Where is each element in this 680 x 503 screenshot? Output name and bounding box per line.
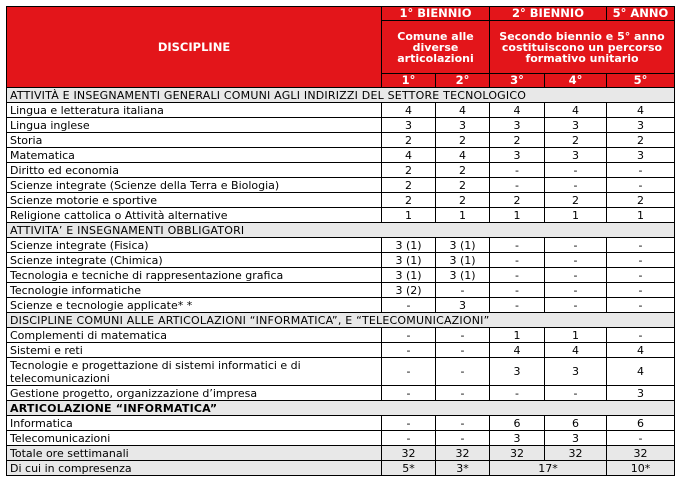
section-title: ATTIVITÀ E INSEGNAMENTI GENERALI COMUNI AGLI INDIRIZZI DEL SETTORE TECNOLOGICO	[7, 88, 675, 103]
hours-cell: 3 (1)	[436, 253, 490, 268]
discipline-name: Diritto ed economia	[7, 163, 382, 178]
table-row	[7, 386, 675, 401]
weekly-total-label: Totale ore settimanali	[7, 446, 382, 461]
weekly-total-cell: 32	[545, 446, 607, 461]
weekly-total-cell: 32	[382, 446, 436, 461]
hours-cell: -	[545, 268, 607, 283]
hours-cell: 3 (2)	[382, 283, 436, 298]
hours-cell: -	[607, 283, 675, 298]
hours-cell: 2	[545, 133, 607, 148]
hours-cell: 2	[382, 133, 436, 148]
section-row	[7, 223, 675, 238]
hours-cell: 2	[436, 133, 490, 148]
hours-cell: -	[607, 238, 675, 253]
hours-cell: -	[382, 431, 436, 446]
table-row	[7, 193, 675, 208]
hours-cell: 1	[545, 328, 607, 343]
hours-cell: 4	[436, 148, 490, 163]
discipline-name: Tecnologia e tecniche di rappresentazione grafica	[7, 268, 382, 283]
year-header: 2°	[436, 74, 490, 88]
compresenza-cell: 10*	[607, 461, 675, 476]
hours-cell: 3	[436, 298, 490, 313]
table-row	[7, 253, 675, 268]
hours-cell: 3 (1)	[436, 238, 490, 253]
compresenza-row	[7, 461, 675, 476]
anno5-header: 5° ANNO	[607, 7, 675, 21]
weekly-total-row	[7, 446, 675, 461]
discipline-name: Scienze e tecnologie applicate* *	[7, 298, 382, 313]
hours-cell: -	[490, 283, 545, 298]
discipline-name: Gestione progetto, organizzazione d’impresa	[7, 386, 382, 401]
hours-cell: 4	[436, 103, 490, 118]
curriculum-table	[6, 6, 675, 476]
hours-cell: 3	[545, 118, 607, 133]
table-row	[7, 268, 675, 283]
hours-cell: -	[490, 386, 545, 401]
hours-cell: -	[490, 253, 545, 268]
compresenza-label: Di cui in compresenza	[7, 461, 382, 476]
discipline-name: Lingua e letteratura italiana	[7, 103, 382, 118]
hours-cell: 2	[436, 193, 490, 208]
hours-cell: -	[545, 163, 607, 178]
hours-cell: 1	[436, 208, 490, 223]
hours-cell: 3	[545, 358, 607, 386]
hours-cell: 3	[382, 118, 436, 133]
table-row	[7, 103, 675, 118]
biennio1-note: Comune alle diverse articolazioni	[382, 21, 490, 74]
hours-cell: -	[490, 163, 545, 178]
hours-cell: 2	[436, 178, 490, 193]
table-row	[7, 178, 675, 193]
discipline-name: Tecnologie informatiche	[7, 283, 382, 298]
weekly-total-cell: 32	[607, 446, 675, 461]
hours-cell: -	[607, 268, 675, 283]
hours-cell: 2	[490, 133, 545, 148]
hours-cell: 6	[490, 416, 545, 431]
hours-cell: 2	[382, 193, 436, 208]
hours-cell: -	[607, 328, 675, 343]
table-row	[7, 208, 675, 223]
hours-cell: -	[382, 358, 436, 386]
table-row	[7, 328, 675, 343]
year-header: 1°	[382, 74, 436, 88]
discipline-name: Scienze integrate (Chimica)	[7, 253, 382, 268]
hours-cell: 3	[545, 431, 607, 446]
hours-cell: 2	[607, 193, 675, 208]
hours-cell: 3	[490, 358, 545, 386]
hours-cell: 2	[607, 133, 675, 148]
weekly-total-cell: 32	[490, 446, 545, 461]
hours-cell: 4	[490, 343, 545, 358]
hours-cell: 4	[607, 343, 675, 358]
hours-cell: 1	[607, 208, 675, 223]
hours-cell: 3 (1)	[436, 268, 490, 283]
discipline-name: Religione cattolica o Attività alternative	[7, 208, 382, 223]
table-row	[7, 283, 675, 298]
biennio2-header: 2° BIENNIO	[490, 7, 607, 21]
hours-cell: -	[490, 298, 545, 313]
hours-cell: -	[490, 268, 545, 283]
discipline-name: Scienze integrate (Scienze della Terra e Biologia)	[7, 178, 382, 193]
hours-cell: 3	[490, 431, 545, 446]
compresenza-cell: 17*	[490, 461, 607, 476]
hours-cell: 1	[490, 328, 545, 343]
hours-cell: -	[607, 178, 675, 193]
hours-cell: 4	[545, 343, 607, 358]
hours-cell: -	[382, 343, 436, 358]
hours-cell: 1	[490, 208, 545, 223]
section-row	[7, 401, 675, 416]
table-row	[7, 298, 675, 313]
hours-cell: 3	[607, 118, 675, 133]
hours-cell: -	[607, 298, 675, 313]
discipline-name: Storia	[7, 133, 382, 148]
discipline-name: Sistemi e reti	[7, 343, 382, 358]
biennio1-header: 1° BIENNIO	[382, 7, 490, 21]
section-row	[7, 88, 675, 103]
section-title: ATTIVITA’ E INSEGNAMENTI OBBLIGATORI	[7, 223, 675, 238]
table-row	[7, 431, 675, 446]
discipline-name: Scienze integrate (Fisica)	[7, 238, 382, 253]
hours-cell: 3	[545, 148, 607, 163]
hours-cell: -	[436, 343, 490, 358]
section-title: DISCIPLINE COMUNI ALLE ARTICOLAZIONI “INFORMATICA”, E “TELECOMUNICAZIONI”	[7, 313, 675, 328]
hours-cell: 4	[545, 103, 607, 118]
hours-cell: -	[436, 416, 490, 431]
hours-cell: 1	[382, 208, 436, 223]
disciplines-header: DISCIPLINE	[7, 7, 382, 88]
hours-cell: 4	[382, 103, 436, 118]
hours-cell: 4	[382, 148, 436, 163]
hours-cell: -	[607, 431, 675, 446]
table-row	[7, 163, 675, 178]
hours-cell: 6	[607, 416, 675, 431]
hours-cell: -	[607, 253, 675, 268]
hours-cell: 3	[607, 148, 675, 163]
hours-cell: -	[436, 283, 490, 298]
hours-cell: -	[382, 328, 436, 343]
hours-cell: -	[607, 163, 675, 178]
table-row	[7, 343, 675, 358]
hours-cell: 2	[545, 193, 607, 208]
hours-cell: 3	[607, 386, 675, 401]
hours-cell: -	[545, 386, 607, 401]
table-row	[7, 118, 675, 133]
year-header: 3°	[490, 74, 545, 88]
hours-cell: -	[490, 238, 545, 253]
hours-cell: -	[382, 386, 436, 401]
discipline-name: Complementi di matematica	[7, 328, 382, 343]
hours-cell: -	[382, 416, 436, 431]
discipline-name: Lingua inglese	[7, 118, 382, 133]
discipline-name: Matematica	[7, 148, 382, 163]
hours-cell: 3	[490, 118, 545, 133]
hours-cell: -	[545, 283, 607, 298]
table-row	[7, 133, 675, 148]
hours-cell: -	[545, 238, 607, 253]
discipline-name: Scienze motorie e sportive	[7, 193, 382, 208]
discipline-name: Tecnologie e progettazione di sistemi informatici e di telecomunicazioni	[7, 358, 382, 386]
compresenza-cell: 3*	[436, 461, 490, 476]
hours-cell: 3	[490, 148, 545, 163]
hours-cell: -	[382, 298, 436, 313]
hours-cell: 4	[607, 358, 675, 386]
compresenza-cell: 5*	[382, 461, 436, 476]
table-row	[7, 416, 675, 431]
hours-cell: 3 (1)	[382, 268, 436, 283]
hours-cell: 4	[607, 103, 675, 118]
hours-cell: -	[545, 298, 607, 313]
hours-cell: -	[545, 178, 607, 193]
hours-cell: -	[436, 358, 490, 386]
hours-cell: -	[545, 253, 607, 268]
hours-cell: -	[490, 178, 545, 193]
hours-cell: -	[436, 386, 490, 401]
hours-cell: -	[436, 328, 490, 343]
hours-cell: 3	[436, 118, 490, 133]
year-header: 5°	[607, 74, 675, 88]
discipline-name: Informatica	[7, 416, 382, 431]
discipline-name: Telecomunicazioni	[7, 431, 382, 446]
hours-cell: -	[436, 431, 490, 446]
hours-cell: 1	[545, 208, 607, 223]
year-header: 4°	[545, 74, 607, 88]
hours-cell: 4	[490, 103, 545, 118]
hours-cell: 6	[545, 416, 607, 431]
table-row	[7, 148, 675, 163]
hours-cell: 3 (1)	[382, 253, 436, 268]
hours-cell: 2	[436, 163, 490, 178]
hours-cell: 2	[490, 193, 545, 208]
hours-cell: 3 (1)	[382, 238, 436, 253]
table-row	[7, 358, 675, 386]
hours-cell: 2	[382, 163, 436, 178]
table-row	[7, 238, 675, 253]
weekly-total-cell: 32	[436, 446, 490, 461]
percorso-note: Secondo biennio e 5° anno costituiscono un percorso formativo unitario	[490, 21, 675, 74]
section-title: ARTICOLAZIONE “INFORMATICA”	[7, 401, 675, 416]
section-row	[7, 313, 675, 328]
hours-cell: 2	[382, 178, 436, 193]
